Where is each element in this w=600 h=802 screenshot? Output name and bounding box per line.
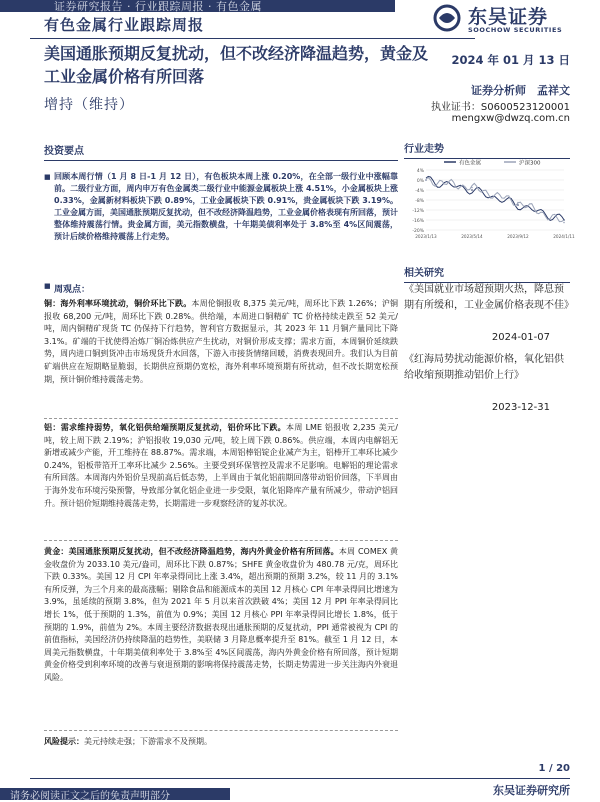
footer-disclaimer-bar	[0, 788, 230, 800]
y-tick-label: -12%	[412, 209, 424, 214]
company-logo	[432, 2, 572, 36]
logo-text-en: SOOCHOW SECURITIES	[468, 26, 563, 34]
page-number: 1 / 20	[538, 763, 570, 774]
footer-divider	[30, 778, 570, 779]
top-banner-text: 证券研究报告 · 行业跟踪周报 · 有色金属	[54, 0, 262, 13]
trend-chart	[404, 156, 575, 246]
aluminum-lead: 铝：需求维持弱势，氧化铝供给端预期反复扰动，铝价环比下跌。	[44, 423, 287, 432]
report-type: 有色金属行业跟踪周报	[44, 16, 205, 34]
aluminum-paragraph	[44, 422, 398, 510]
abstract-section	[44, 142, 398, 243]
trend-heading: 行业走势	[404, 140, 570, 159]
gold-lead: 黄金：美国通胀预期反复扰动，但不改经济降温趋势，海内外黄金价格有所回落。	[44, 547, 339, 556]
top-banner	[0, 0, 395, 12]
related-date-1: 2024-01-07	[491, 332, 550, 343]
data-point	[563, 222, 565, 224]
related-heading: 相关研究	[404, 264, 570, 283]
legend-label: 沪深300	[519, 160, 541, 167]
series-line-sector	[426, 176, 564, 220]
rating: 增持（维持）	[44, 97, 134, 113]
copper-lead: 铜：海外利率环境扰动，铜价环比下跌。	[44, 299, 192, 308]
footer-disclaimer: 请务必阅读正文之后的免责声明部分	[10, 791, 170, 802]
y-tick-label: -8%	[415, 199, 424, 204]
x-tick-label: 2023/1/13	[415, 234, 437, 239]
weekly-review-heading: ■ 周观点：	[44, 282, 398, 295]
related-item-1[interactable]: 《美国就业市场超预期火热，降息预期有所缓和，工业金属价格表现不佳》	[404, 284, 574, 311]
copper-text: 本周伦铜报收 8,375 美元/吨，周环比下跌 1.26%；沪铜报收 68,200 元/吨，周环比下跌 0.28%。供给端，本周进口铜精矿 TC 价格持续走跌至 52 美元/吨，周内铜精矿现货 TC 仍保持下行趋势，智利官方数据显示，其 2023 年 11 月铜产量同比下降 3.1%。矿端的干扰使得冶炼厂铜冶炼供应产生扰动，对铜价形成支撑；需求方面，本周铜价延续跌势，周内进口铜到货冲击市场现货升水回落，下游入市接货情绪回暖，消费表现回升。我们认为目前矿端供应在短期略显脆弱，长期供应预期仍宽松，海外利率环境预期有所扰动，但不改长期宽松预期，预计铜价维持震荡走势。	[44, 299, 399, 384]
x-tick-label: 2024/1/11	[553, 234, 575, 239]
data-point	[425, 179, 427, 181]
legend-label: 有色金属	[459, 160, 482, 167]
y-tick-label: -16%	[412, 219, 424, 224]
x-tick-label: 2023/9/12	[507, 234, 529, 239]
data-point	[517, 202, 519, 204]
gold-paragraph	[44, 546, 398, 685]
logo-mark-icon	[432, 4, 462, 32]
abstract-heading: 投资要点	[44, 142, 398, 161]
risk-lead: 风险提示：	[44, 737, 84, 746]
related-date-2: 2023-12-31	[491, 402, 550, 413]
risk-text: 美元持续走强；下游需求不及预期。	[84, 737, 212, 746]
report-title: 美国通胀预期反复扰动，但不改经济降温趋势，黄金及工业金属价格有所回落	[44, 44, 429, 86]
logo-text-cn: 东吴证券	[468, 6, 549, 28]
gold-text: 本周 COMEX 黄金收盘价为 2033.10 美元/盎司，周环比下跌 0.87%；SHFE 黄金收盘价为 480.78 元/克，周环比下跌 0.33%。美国 12 月 CPI 年率录得同比上涨 3.4%，超出预期的预期 3.2%，较 11 月的 3.1%有所反弹，为三个月来的最高涨幅；剔除食品和能源成本的美国 12 月核心 CPI 年率录得同比增速为 3.9%，虽延续的预期 3.8%，但为 2021 年 5 月以来首次跌破 4%；美国 12 月 PPI 年率录得同比增长 1%，低于预期的 1.3%，前值为 0.9%；美国 12 月核心 PPI 年率录得同比增长 1.8%，低于预期的 1.9%，前值为 2%。本周主要经济数据表现出通胀预期的反复扰动，PPI 通常被视为 CPI 的前值指标，美国经济仍持续降温的趋势性，美联储 3 月降息概率提升至 81%。截至 1 月 12 日，本周美元指数横盘，十年期美债利率处于 3.8%至 4%区间震荡，海内外黄金价格有所回落，预计短期黄金价格受到利率环境的改善与衰退预期的影响将保持震荡走势，长期走势需进一步关注海内外衰退风险。	[44, 547, 399, 682]
data-point	[471, 187, 473, 189]
license-number: 执业证书：S0600523120001	[430, 102, 570, 113]
divider-copper-aluminum	[44, 418, 398, 419]
y-tick-label: 4%	[416, 169, 424, 174]
y-tick-label: -4%	[415, 189, 424, 194]
footer-org: 东吴证券研究所	[493, 784, 570, 797]
analyst-name: 证券分析师 孟祥文	[471, 84, 570, 97]
trend-chart-svg	[404, 156, 575, 246]
abstract-summary: ■ 回顾本周行情（1 月 8 日-1 月 12 日），有色板块本周上涨 0.20%，在全部一级行业中涨幅靠前。二级行业方面，周内申万有色金属类二级行业中能源金属板块上涨 4.51%，小金属板块上涨 0.33%，金属新材料板块下跌 0.89%，工业金属板块下跌 0.91%，贵金属板块下跌 3.19%。工业金属方面，美国通胀预期反复扰动，但不改经济降温趋势，工业金属价格表现有所回落，预计整体维持震荡行情。贵金属方面，美元指数横盘，十年期美债利率处于 3.8%至 4%区间震荡，预计后续价格维持震荡上行走势。	[44, 171, 398, 243]
data-point	[471, 189, 473, 191]
header-divider	[30, 38, 475, 39]
y-tick-label: -20%	[412, 229, 424, 234]
copper-paragraph	[44, 298, 398, 386]
x-tick-label: 2023/5/14	[461, 234, 483, 239]
divider-aluminum-gold	[44, 540, 398, 541]
report-date: 2024 年 01 月 13 日	[451, 53, 570, 67]
risk-paragraph	[44, 736, 398, 749]
data-point	[517, 204, 519, 206]
related-item-2[interactable]: 《红海局势扰动能源价格，氧化铝供给收缩预期推动铝价上行》	[404, 354, 564, 381]
y-tick-label: 0%	[416, 179, 424, 184]
divider-gold-risk	[44, 730, 398, 731]
analyst-email[interactable]: mengxw@dwzq.com.cn	[451, 113, 570, 124]
aluminum-text: 本周 LME 铝报收 2,235 美元/吨，较上周下跌 2.19%；沪铝报收 19,030 元/吨，较上周下跌 0.86%。供应端，本周内电解铝无新增或减少产能，开工维持在 88.87%。需求端，本周铝棒铝锭企业减产为主，铝棒开工率环比减少 0.24%，铝板带箔开工率环比减少 2.56%。主要受到环保管控及需求不足影响。电解铝的理论需求有所回落。本周海内外铝价呈现前高后低态势，上半周由于氧化铝前期回落带动铝价回落，下半周由于海外发布环境污染预警，导致部分氧化铝企业进一步受限，氧化铝降库产量有所减少，带动沪铝回升。预计铝价短期维持震荡走势，长期需进一步观察经济的复苏状况。	[44, 423, 398, 508]
series-line-index	[426, 177, 564, 221]
